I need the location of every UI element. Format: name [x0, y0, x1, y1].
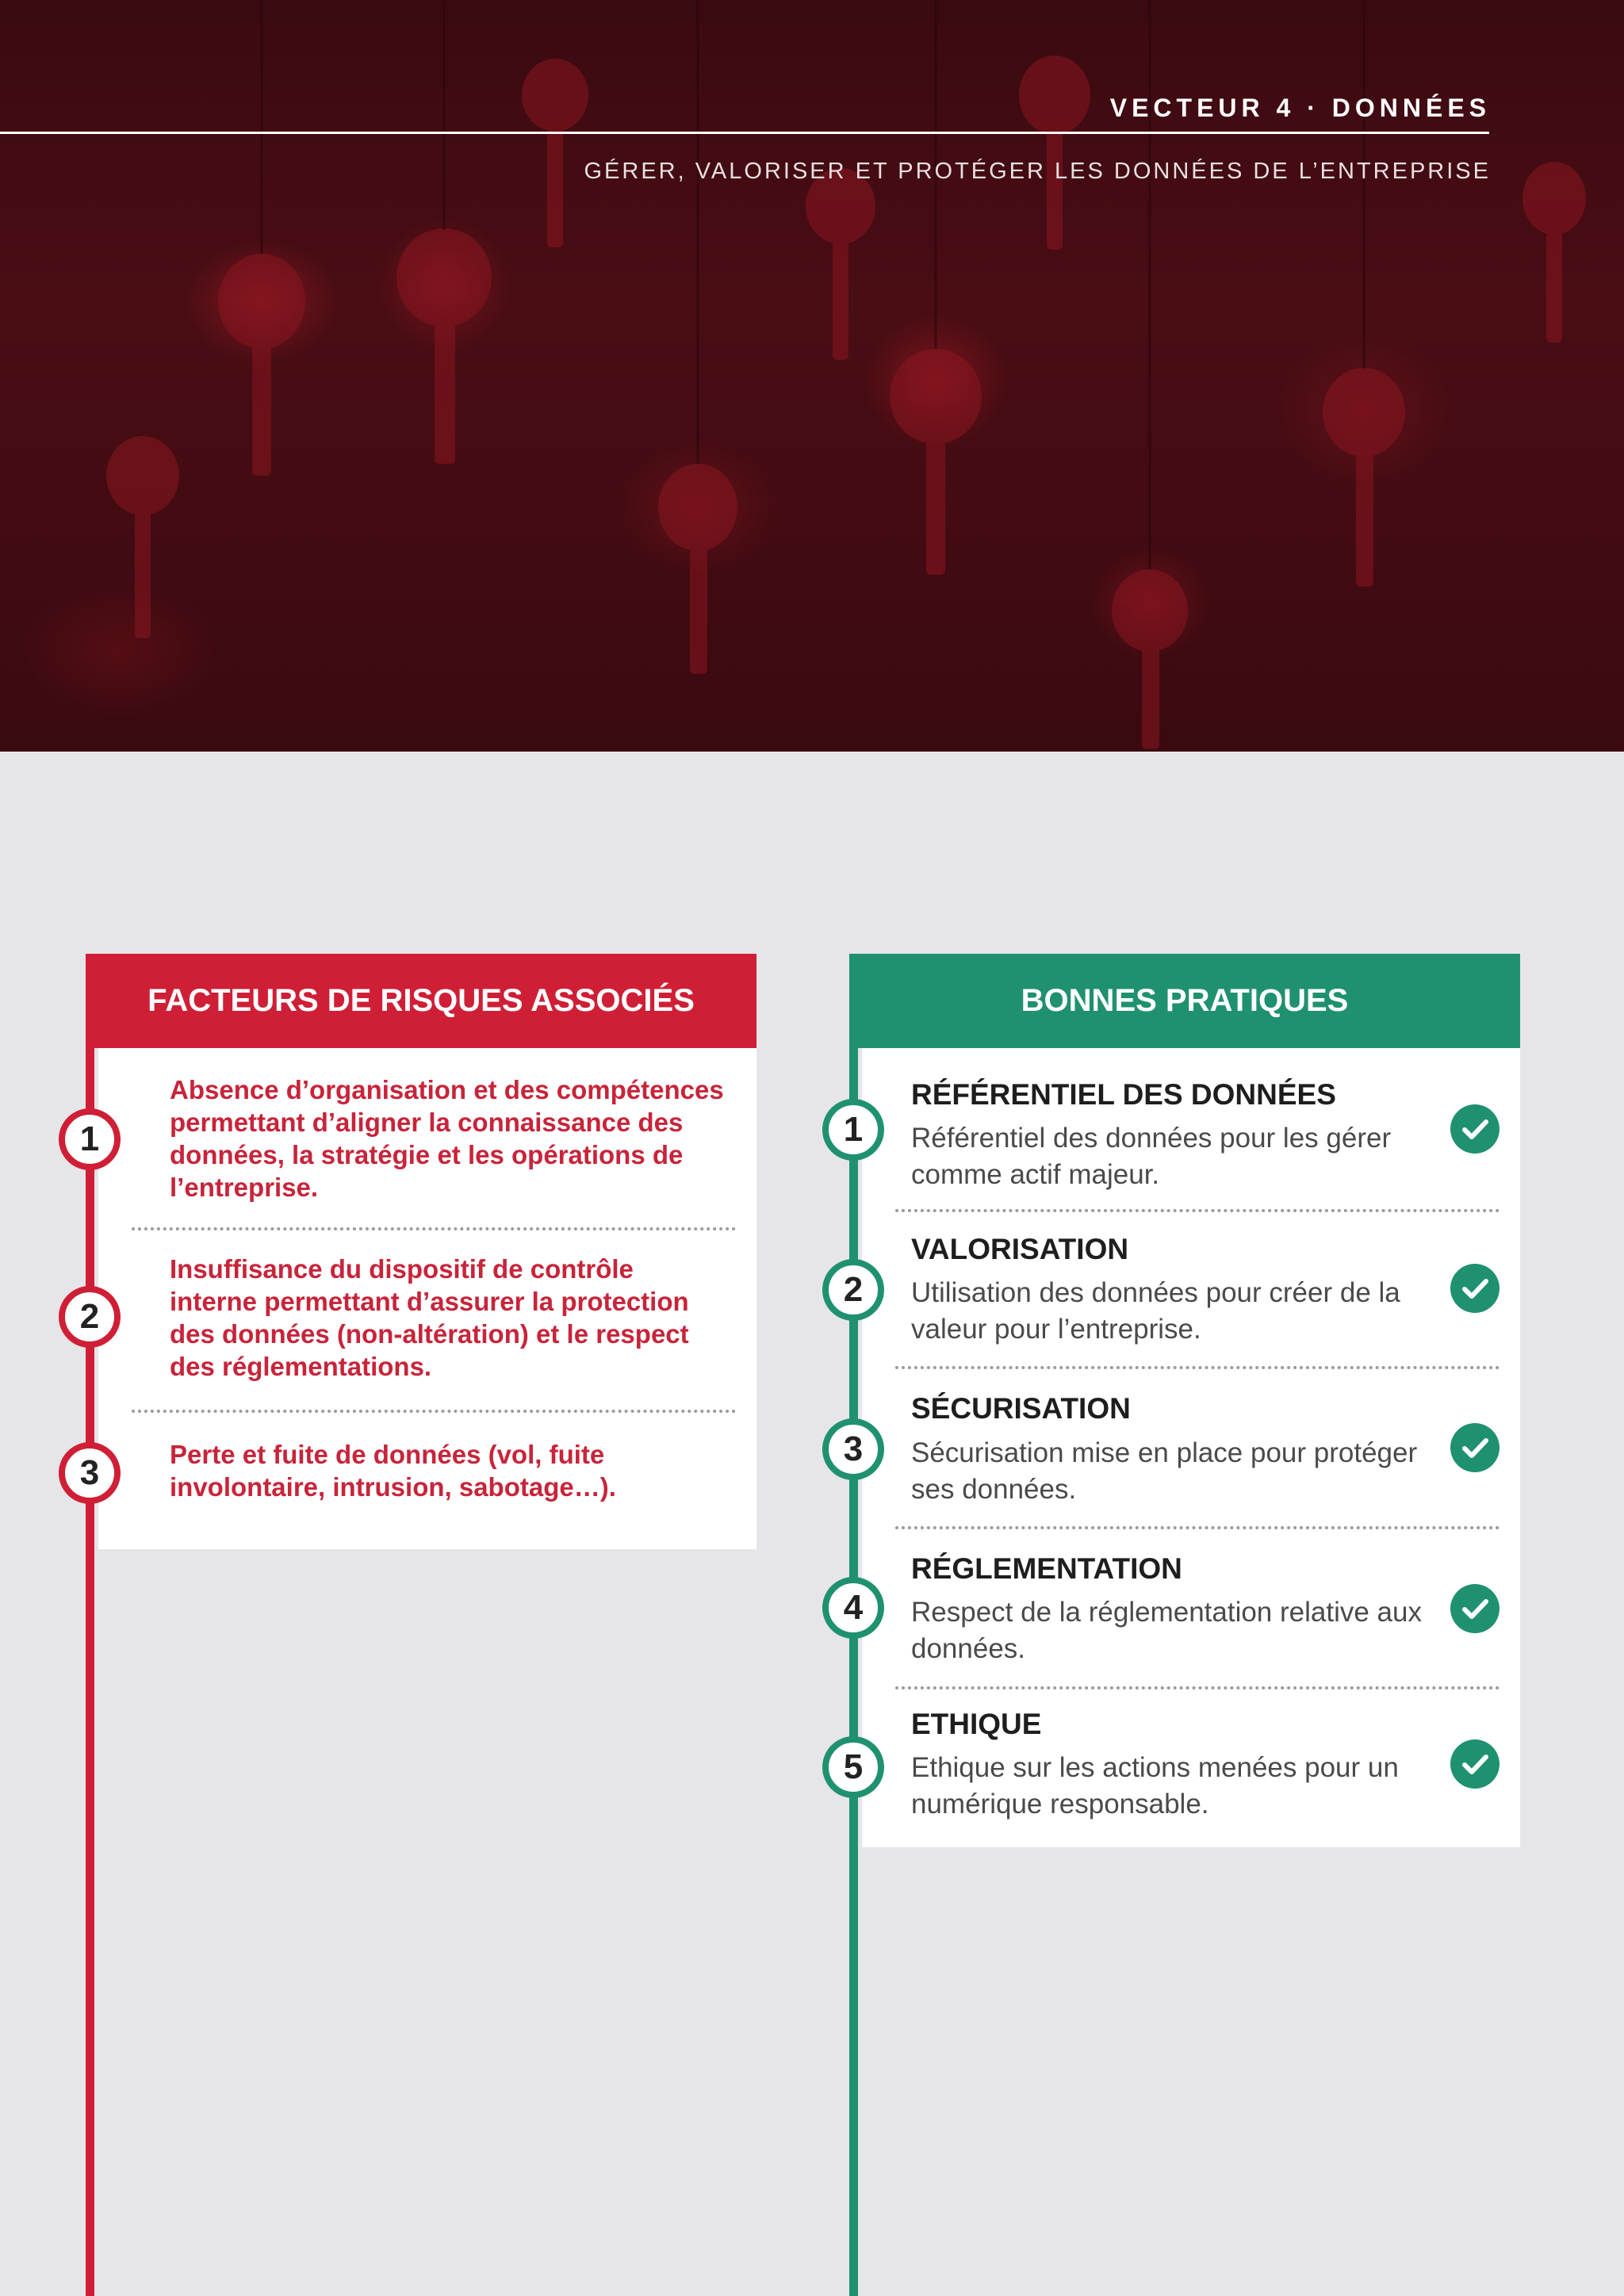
practice-number-badge: 1	[822, 1099, 884, 1161]
practice-number-badge: 3	[822, 1418, 884, 1480]
practice-item-description: Référentiel des données pour les gérer comme actif majeur.	[911, 1123, 1392, 1190]
risk-item-text: Perte et fuite de données (vol, fuite involontaire, intrusion, sabotage…).	[170, 1440, 616, 1502]
risk-number-badge: 2	[59, 1286, 121, 1348]
check-icon	[1450, 1423, 1500, 1472]
practice-item-title: RÉGLEMENTATION	[911, 1552, 1182, 1585]
practice-item-description: Utilisation des données pour créer de la valeur pour l’entreprise.	[911, 1277, 1400, 1345]
title-divider	[0, 132, 1489, 134]
practice-number-badge: 4	[822, 1577, 884, 1639]
risk-item-text: Insuffisance du dispositif de contrôle interne permettant d’assurer la protection des données (non-altération) et le respect des réglementations.	[170, 1254, 689, 1381]
practice-divider	[895, 1366, 1500, 1369]
practice-number-badge: 2	[822, 1259, 884, 1321]
practice-divider	[895, 1686, 1500, 1689]
check-icon	[1450, 1584, 1500, 1633]
risk-number-badge: 3	[59, 1442, 121, 1504]
check-icon	[1450, 1264, 1500, 1313]
vector-title: VECTEUR 4 · DONNÉES	[1109, 94, 1491, 122]
practice-number-badge: 5	[822, 1736, 884, 1798]
practice-item-title: SÉCURISATION	[911, 1392, 1131, 1425]
practice-item-description: Respect de la réglementation relative aux données.	[911, 1597, 1422, 1664]
practice-item-description: Sécurisation mise en place pour protéger ses données.	[911, 1437, 1418, 1505]
practice-item-description: Ethique sur les actions menées pour un numérique responsable.	[911, 1752, 1399, 1820]
risk-number-badge: 1	[59, 1108, 121, 1170]
hero-banner	[0, 0, 1624, 752]
practice-item-title: RÉFÉRENTIEL DES DONNÉES	[911, 1078, 1336, 1111]
vector-subtitle: GÉRER, VALORISER ET PROTÉGER LES DONNÉES DE L’ENTREPRISE	[584, 159, 1491, 184]
risk-divider	[132, 1227, 736, 1230]
risk-panel-heading: FACTEURS DE RISQUES ASSOCIÉS	[86, 954, 756, 1048]
risk-divider	[132, 1410, 736, 1413]
check-icon	[1450, 1104, 1500, 1154]
practice-panel-heading: BONNES PRATIQUES	[849, 954, 1520, 1048]
check-icon	[1450, 1739, 1500, 1789]
practice-item-title: VALORISATION	[911, 1233, 1129, 1265]
practice-divider	[895, 1526, 1500, 1529]
practice-item-title: ETHIQUE	[911, 1708, 1042, 1740]
practice-divider	[895, 1209, 1500, 1212]
risk-item-text: Absence d’organisation et des compétences permettant d’aligner la connaissance des données, la stratégie et les opérations de l’entreprise.	[170, 1075, 724, 1202]
